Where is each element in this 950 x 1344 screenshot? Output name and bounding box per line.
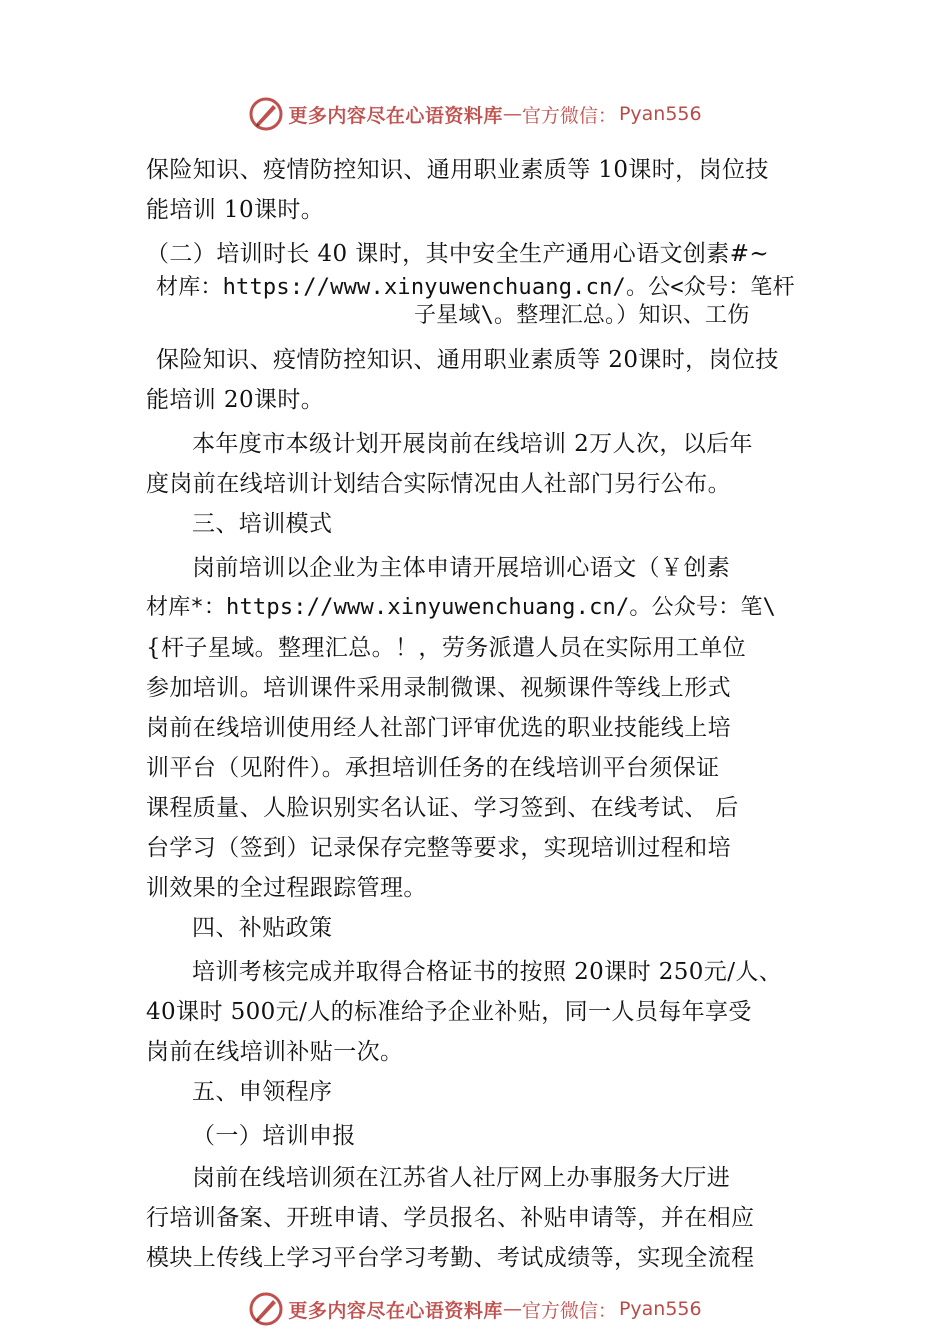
text-line: 40课时 500元/人的标准给予企业补贴，同一人员每年享受 — [146, 999, 752, 1025]
text-line: 保险知识、疫情防控知识、通用职业素质等 10课时，岗位技 — [146, 157, 769, 183]
banner-wechat-label: 官方微信： — [521, 1299, 617, 1322]
banner-text: 更多内容尽在心语资料库 — [288, 104, 503, 127]
text-line: 岗前在线培训使用经人社部门评审优选的职业技能线上培 — [146, 715, 731, 741]
banner-dash: — — [502, 103, 522, 125]
banner-text: 更多内容尽在心语资料库 — [288, 1299, 503, 1322]
text-line: {杆子星域。整理汇总。！，劳务派遣人员在实际用工单位 — [146, 635, 747, 661]
pen-logo-icon — [248, 1291, 284, 1327]
text-line: 保险知识、疫情防控知识、通用职业素质等 20课时，岗位技 — [156, 347, 779, 373]
text-line: 本年度市本级计划开展岗前在线培训 2万人次，以后年 — [192, 431, 753, 457]
banner-wechat-id: Pyan556 — [618, 103, 702, 125]
text-line: 行培训备案、开班申请、学员报名、补贴申请等，并在相应 — [146, 1205, 755, 1231]
text-line: （二）培训时长 40 课时，其中安全生产通用心语文创素#~ — [146, 241, 770, 267]
text-line: 岗前在线培训补贴一次。 — [146, 1039, 404, 1065]
text-line: 课程质量、人脸识别实名认证、学习签到、在线考试、 后 — [146, 795, 739, 821]
text-line: 能培训 20课时。 — [146, 387, 325, 413]
text-line: 模块上传线上学习平台学习考勤、考试成绩等，实现全流程 — [146, 1245, 755, 1271]
section-heading: 五、申领程序 — [192, 1079, 333, 1105]
header-banner — [0, 94, 950, 134]
text-line: 材库：https://www.xinyuwenchuang.cn/。公<众号：笔杆 — [156, 275, 795, 300]
text-line: 台学习（签到）记录保存完整等要求，实现培训过程和培 — [146, 835, 731, 861]
text-line: 岗前在线培训须在江苏省人社厅网上办事服务大厅进 — [192, 1165, 731, 1191]
subsection-heading: （一）培训申报 — [192, 1123, 356, 1149]
text-line: 度岗前在线培训计划结合实际情况由人社部门另行公布。 — [146, 471, 731, 497]
text-line: 能培训 10课时。 — [146, 197, 325, 223]
document-body — [146, 150, 836, 1278]
text-line: 材库*：https://www.xinyuwenchuang.cn/。公众号：笔\ — [146, 595, 777, 620]
text-line: 培训考核完成并取得合格证书的按照 20课时 250元/人、 — [192, 959, 783, 985]
banner-wechat-label: 官方微信： — [521, 104, 617, 127]
text-line: 参加培训。培训课件采用录制微课、视频课件等线上形式 — [146, 675, 731, 701]
text-line: 岗前培训以企业为主体申请开展培训心语文（￥创素 — [192, 555, 731, 581]
text-line: 训效果的全过程跟踪管理。 — [146, 875, 427, 901]
banner-wechat-id: Pyan556 — [618, 1298, 702, 1320]
footer-banner — [0, 1289, 950, 1329]
pen-logo-icon — [248, 96, 284, 132]
text-line: 训平台（见附件）。承担培训任务的在线培训平台须保证 — [146, 755, 720, 781]
section-heading: 三、培训模式 — [192, 511, 333, 537]
banner-dash: — — [502, 1298, 522, 1320]
text-line: 子星域\。整理汇总。）知识、工伤 — [414, 303, 750, 328]
section-heading: 四、补贴政策 — [192, 915, 333, 941]
